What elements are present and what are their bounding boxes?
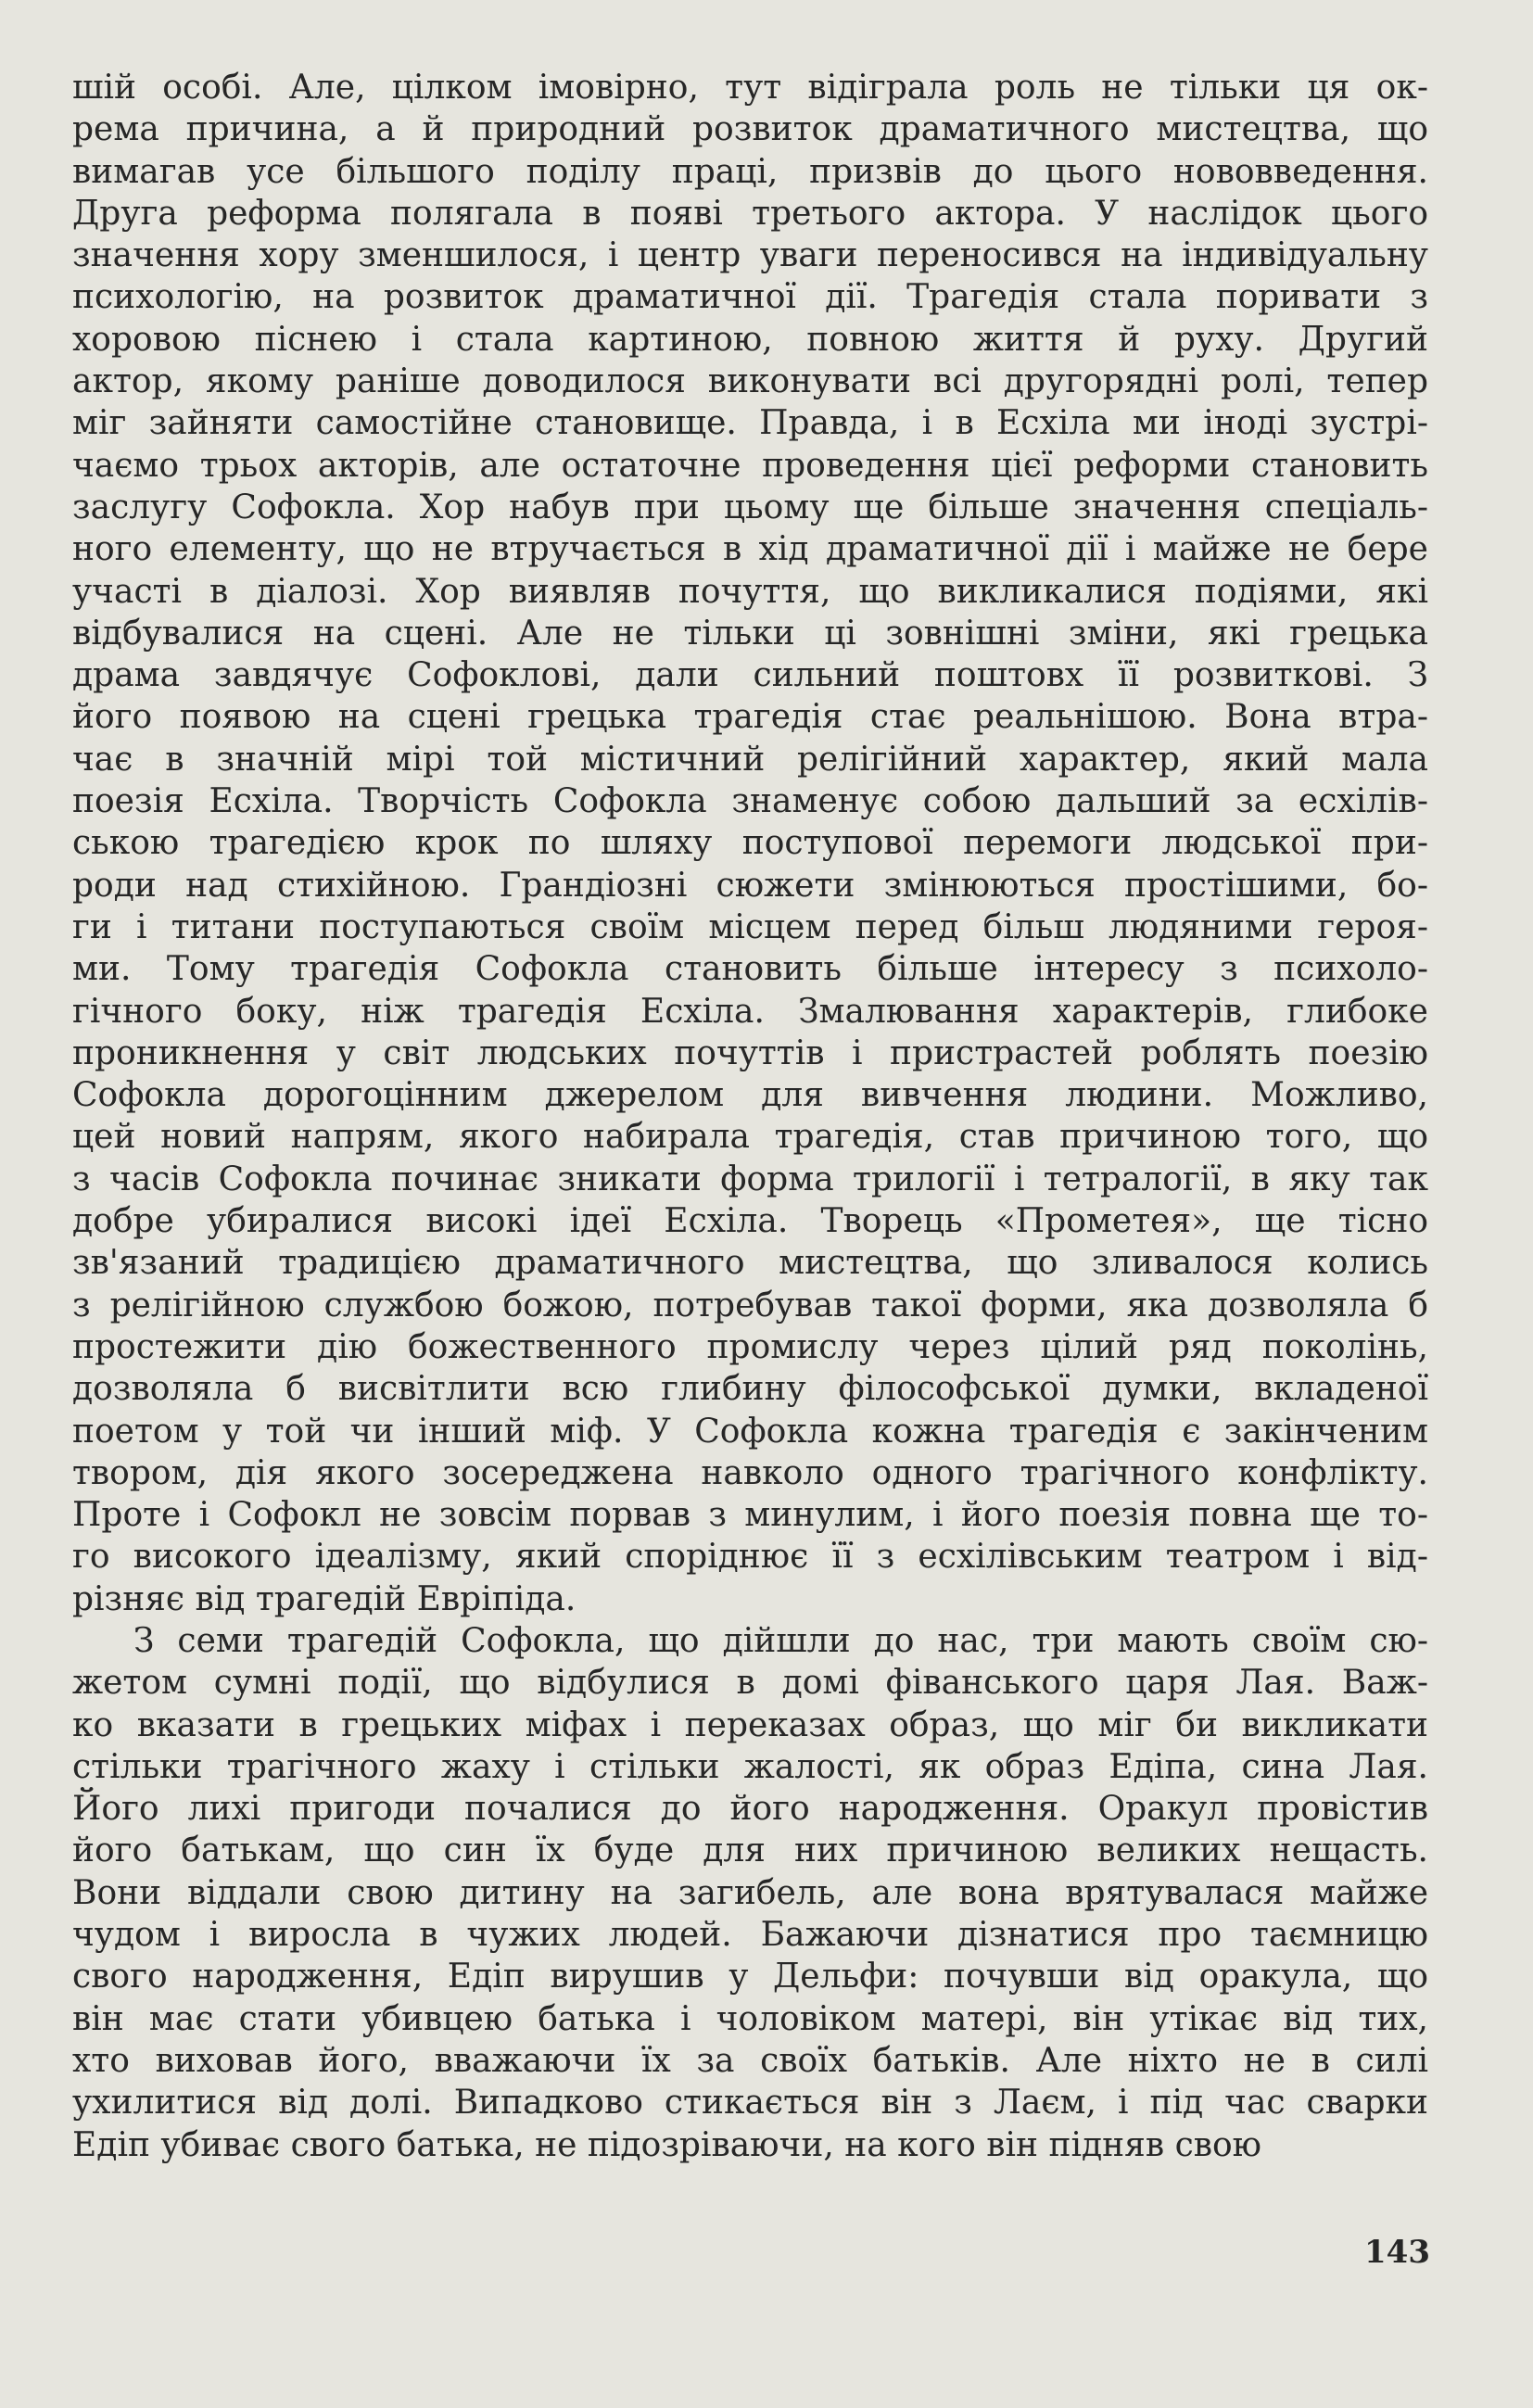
- text-line: дозволяла б висвітлити всю глибину філософської думки, вкладеної: [72, 1370, 1428, 1409]
- text-line: зв'язаний традицією драматичного мистецтва, що зливалося колись: [72, 1244, 1428, 1283]
- text-line: його батькам, що син їх буде для них причиною великих нещасть.: [72, 1831, 1428, 1870]
- text-line: ською трагедією крок по шляху поступової перемоги людської при-: [72, 824, 1428, 863]
- text-line: хоровою піснею і стала картиною, повною життя й руху. Другий: [72, 320, 1428, 359]
- text-line: він має стати убивцею батька і чоловіком матері, він утікає від тих,: [72, 1999, 1428, 2038]
- text-line: чудом і виросла в чужих людей. Бажаючи дізнатися про таємницю: [72, 1916, 1428, 1955]
- text-line: роди над стихійною. Грандіозні сюжети змінюються простішими, бо-: [72, 866, 1428, 905]
- text-line: заслугу Софокла. Хор набув при цьому ще більше значення спеціаль-: [72, 488, 1428, 526]
- text-line: чає в значній мірі той містичний релігійний характер, який мала: [72, 740, 1428, 779]
- text-line: вимагав усе більшого поділу праці, призвів до цього нововведення.: [72, 152, 1428, 191]
- text-line: Едіп убиває свого батька, не підозріваючи, на кого він підняв свою: [72, 2125, 1262, 2164]
- text-line: актор, якому раніше доводилося виконувати всі другорядні ролі, тепер: [72, 362, 1428, 401]
- text-line: цей новий напрям, якого набирала трагедія, став причиною того, що: [72, 1118, 1428, 1157]
- text-line: участі в діалозі. Хор виявляв почуття, що викликалися подіями, які: [72, 572, 1428, 611]
- paragraph: [72, 1620, 1428, 2166]
- text-line: чаємо трьох акторів, але остаточне проведення цієї реформи становить: [72, 446, 1428, 485]
- text-line: значення хору зменшилося, і центр уваги переносився на індивідуальну: [72, 236, 1428, 275]
- text-line: свого народження, Едіп вирушив у Дельфи: почувши від оракула, що: [72, 1958, 1428, 1996]
- text-line: гічного боку, ніж трагедія Есхіла. Змалювання характерів, глибоке: [72, 992, 1428, 1031]
- text-line: поезія Есхіла. Творчість Софокла знаменує собою дальший за есхілів-: [72, 782, 1428, 821]
- text-line: його появою на сцені грецька трагедія стає реальнішою. Вона втра-: [72, 698, 1428, 737]
- text-line: рема причина, а й природний розвиток драматичного мистецтва, що: [72, 110, 1428, 149]
- text-line: різняє від трагедій Евріпіда.: [72, 1579, 576, 1618]
- text-line: Проте і Софокл не зовсім порвав з минулим, і його поезія повна ще то-: [72, 1496, 1428, 1535]
- text-line: простежити дію божественного промислу через цілий ряд поколінь,: [72, 1327, 1428, 1366]
- text-line: відбувалися на сцені. Але не тільки ці зовнішні зміни, які грецька: [72, 614, 1428, 653]
- text-line: хто виховав його, вважаючи їх за своїх батьків. Але ніхто не в силі: [72, 2041, 1428, 2080]
- text-line: го високого ідеалізму, який споріднює її з есхілівським театром і від-: [72, 1538, 1428, 1577]
- paragraph: [72, 67, 1428, 1620]
- text-line: з релігійною службою божою, потребував такої форми, яка дозволяла б: [72, 1286, 1428, 1324]
- page-number: 143: [1364, 2234, 1430, 2271]
- text-line: твором, дія якого зосереджена навколо одного трагічного конфлікту.: [72, 1453, 1428, 1492]
- text-line: проникнення у світ людських почуттів і пристрастей роблять поезію: [72, 1033, 1428, 1072]
- text-line: ного елементу, що не втручається в хід драматичної дії і майже не бере: [72, 530, 1428, 569]
- text-line: добре убиралися високі ідеї Есхіла. Творець «Прометея», ще тісно: [72, 1202, 1428, 1241]
- text-line: ко вказати в грецьких міфах і переказах образ, що міг би викликати: [72, 1705, 1428, 1744]
- text-line: Софокла дорогоцінним джерелом для вивчення людини. Можливо,: [72, 1076, 1428, 1115]
- text-line: ми. Тому трагедія Софокла становить більше інтересу з психоло-: [72, 950, 1428, 989]
- text-line: ги і титани поступаються своїм місцем перед більш людяними героя-: [72, 907, 1428, 946]
- text-line: міг зайняти самостійне становище. Правда, і в Есхіла ми іноді зустрі-: [72, 404, 1428, 443]
- text-line: психологію, на розвиток драматичної дії. Трагедія стала поривати з: [72, 278, 1428, 317]
- text-line: З семи трагедій Софокла, що дійшли до нас, три мають своїм сю-: [133, 1621, 1428, 1660]
- text-line: ухилитися від долі. Випадково стикається він з Лаєм, і під час сварки: [72, 2084, 1428, 2123]
- text-line: жетом сумні події, що відбулися в домі фіванського царя Лая. Важ-: [72, 1664, 1428, 1703]
- text-line: Вони віддали свою дитину на загибель, але вона врятувалася майже: [72, 1873, 1428, 1912]
- text-line: драма завдячує Софоклові, дали сильний поштовх її розвиткові. З: [72, 656, 1428, 695]
- text-line: Його лихі пригоди почалися до його народження. Оракул провістив: [72, 1790, 1428, 1829]
- body-text: [72, 67, 1428, 2166]
- text-line: стільки трагічного жаху і стільки жалості, як образ Едіпа, сина Лая.: [72, 1747, 1428, 1786]
- text-line: Друга реформа полягала в появі третього актора. У наслідок цього: [72, 194, 1428, 233]
- text-line: шій особі. Але, цілком імовірно, тут відіграла роль не тільки ця ок-: [72, 69, 1428, 107]
- text-line: поетом у той чи інший міф. У Софокла кожна трагедія є закінченим: [72, 1412, 1428, 1451]
- text-line: з часів Софокла починає зникати форма трилогії і тетралогії, в яку так: [72, 1160, 1428, 1198]
